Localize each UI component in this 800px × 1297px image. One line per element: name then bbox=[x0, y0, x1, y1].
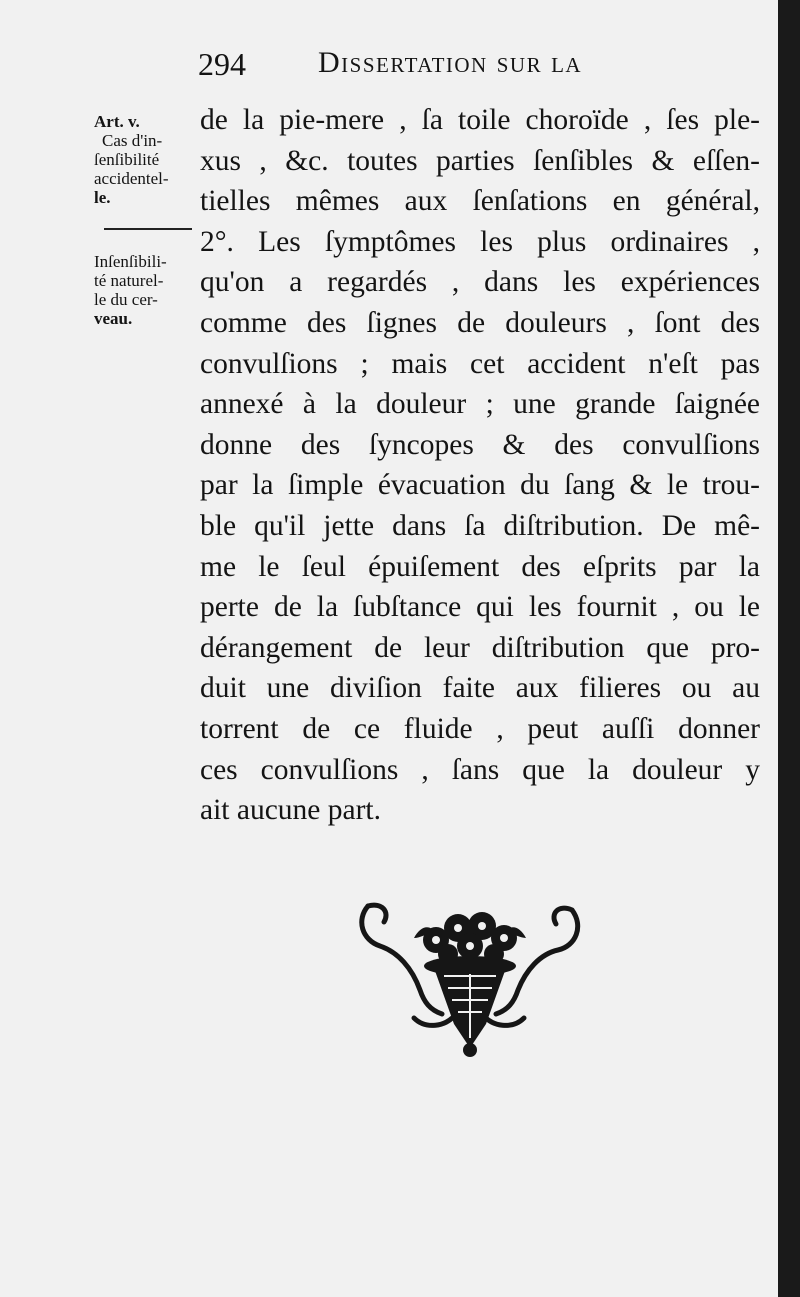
marginal-notes bbox=[94, 112, 194, 328]
text-line: xus , &c. toutes parties ſenſibles & eſſen- bbox=[200, 144, 760, 177]
text-line: ait aucune part. bbox=[200, 794, 382, 827]
sidenote-line: Inſenſibili- bbox=[94, 252, 167, 271]
text-line: qu'on a regardés , dans les expériences bbox=[200, 266, 760, 299]
text-line: donne des ſyncopes & des convulſions bbox=[200, 428, 760, 461]
sidenote-line: Cas d'in- bbox=[102, 131, 163, 150]
text-line: comme des ſignes de douleurs , ſont des bbox=[200, 306, 760, 339]
sidenote-line: Art. v. bbox=[94, 112, 140, 131]
page-number: 294 bbox=[198, 46, 246, 82]
text-line: torrent de ce fluide , peut auſſi donner bbox=[200, 712, 760, 745]
sidenote-divider-rule bbox=[104, 228, 192, 230]
sidenote-line: veau. bbox=[94, 309, 133, 328]
sidenote-line: le. bbox=[94, 188, 111, 207]
text-line: 2°. Les ſymptômes les plus ordinaires , bbox=[200, 225, 760, 258]
page-header bbox=[0, 40, 778, 90]
sidenote-line: le du cer- bbox=[94, 290, 158, 309]
sidenote-line: ſenſibilité bbox=[94, 150, 160, 169]
text-line: perte de la ſubſtance qui les fournit , ou le bbox=[200, 591, 760, 624]
text-line: convulſions ; mais cet accident n'eſt pas bbox=[200, 347, 760, 380]
main-text-block bbox=[200, 100, 760, 831]
text-line: de la pie-mere , ſa toile choroïde , ſes ple- bbox=[200, 104, 760, 136]
sidenote-line: accidentel- bbox=[94, 169, 169, 188]
text-line: me le ſeul épuiſement des eſprits par la bbox=[200, 550, 760, 583]
text-line: ble qu'il jette dans ſa diſtribution. De mê- bbox=[200, 509, 760, 542]
sidenote-line: té naturel- bbox=[94, 271, 164, 290]
text-line: annexé à la douleur ; une grande ſaignée bbox=[200, 388, 760, 421]
text-line: par la ſimple évacuation du ſang & le trou- bbox=[200, 469, 760, 502]
text-line: duit une diviſion faite aux filieres ou au bbox=[200, 672, 760, 705]
sidenote-natural-insensibility bbox=[94, 252, 194, 328]
running-title: Dissertation sur la bbox=[318, 46, 583, 79]
page-edge-shadow bbox=[778, 0, 800, 1297]
text-line: ces convulſions , ſans que la douleur y bbox=[200, 753, 760, 786]
text-line: dérangement de leur diſtribution que pro- bbox=[200, 631, 760, 664]
sidenote-accidental-insensibility bbox=[94, 112, 194, 207]
text-line: tielles mêmes aux ſenſations en général, bbox=[200, 185, 760, 218]
flower-basket-vignette-icon bbox=[354, 898, 586, 1058]
